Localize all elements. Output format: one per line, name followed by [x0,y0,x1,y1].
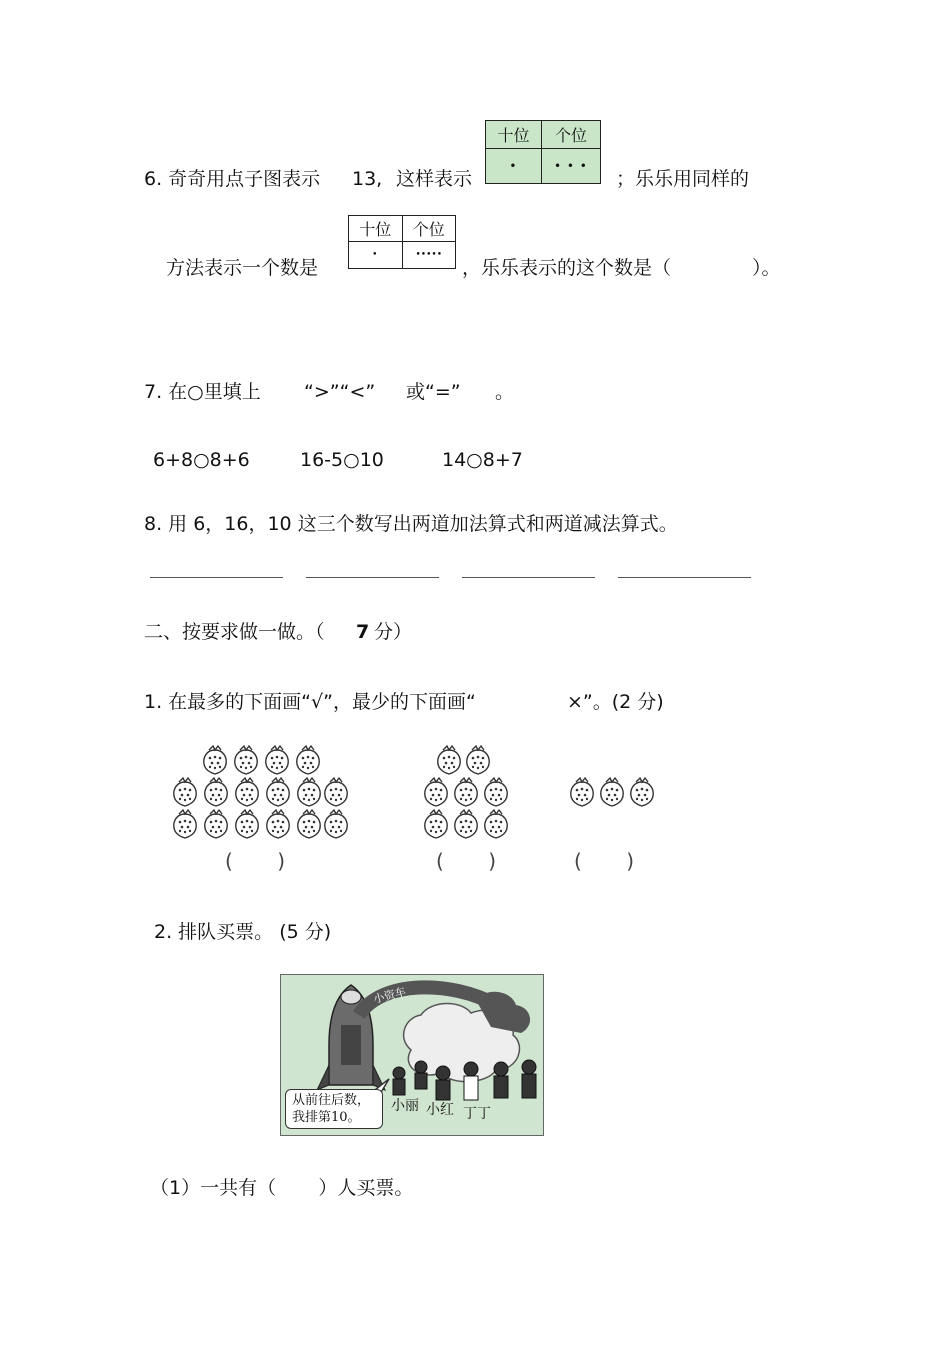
ones-header: 个位 [541,121,600,149]
strawberry-icon [235,746,257,774]
strawberry-icon [236,778,258,806]
q6-text-2: 这样表示 [396,168,473,190]
strawberry-icon [485,778,507,806]
place-value-table-13 [485,120,601,184]
answer-paren-3[interactable]: ( ) [574,849,635,873]
answer-blank-4[interactable] [618,577,751,578]
name-label-xiaohong: 小红 [426,1102,454,1118]
strawberry-icon [205,778,227,806]
q6-text-4: 方法表示一个数是 [166,257,319,279]
arch-sign: 小资车 [372,984,408,1007]
strawberry-icon [297,746,319,774]
strawberry-icon [485,810,507,838]
strawberry-group-3 [571,778,653,806]
q7-title-4: 。 [495,381,515,403]
q6-text-5: ，乐乐表示的这个数是（ [462,257,672,279]
q6-text-6: ）。 [752,257,781,279]
p2-question-1: （1）一共有（ ）人买票。 [150,1177,414,1199]
strawberry-icon [455,778,477,806]
strawberry-icon [571,778,593,806]
answer-blank-1[interactable] [150,577,283,578]
q7-item-3[interactable]: 14○8+7 [442,449,523,471]
q7-title-1: 7. 在○里填上 [144,381,261,403]
q7-item-1[interactable]: 6+8○8+6 [153,449,250,471]
p1-title-1: 1. 在最多的下面画“√”，最少的下面画“ [144,691,476,713]
strawberry-icon [425,810,447,838]
name-label-xiaoli: 小丽 [391,1098,419,1114]
strawberry-icon [298,810,320,838]
q7-title-3: 或“=” [406,381,461,403]
section2-title-2: 分） [368,621,413,643]
tens-header: 十位 [486,121,542,149]
name-label-dingding: 丁丁 [463,1106,491,1122]
strawberry-icon [631,778,653,806]
strawberry-icon [298,778,320,806]
q7-title-2: “>”“<” [304,381,376,403]
place-value-table-unknown [348,215,456,269]
strawberry-icon [325,810,347,838]
ones-header: 个位 [402,216,456,242]
ones-dots: ••••• [402,242,456,269]
strawberry-icon [174,778,196,806]
answer-blank-2[interactable] [306,577,439,578]
section2-title-1: 二、按要求做一做。（ [144,621,325,643]
strawberry-icon [205,810,227,838]
strawberry-icon [467,746,489,774]
strawberry-icon [174,810,196,838]
strawberry-icon [236,810,258,838]
p1-title-2: ×”。(2 分) [567,691,664,713]
q6-text-3: ；乐乐用同样的 [616,168,750,190]
q6-text-1: 6. 奇奇用点子图表示 [144,168,321,190]
strawberry-icon [438,746,460,774]
ticket-queue-illustration [280,974,544,1136]
answer-paren-2[interactable]: ( ) [436,849,497,873]
speech-bubble: 从前往后数， 我排第10。 [285,1089,383,1129]
strawberry-icon [267,778,289,806]
q8-title: 8. 用 6，16，10 这三个数写出两道加法算式和两道减法算式。 [144,513,678,535]
strawberry-group-2 [425,746,507,838]
tens-dots: • [486,149,542,184]
q7-item-2[interactable]: 16-5○10 [300,449,384,471]
answer-blank-3[interactable] [462,577,595,578]
strawberry-icon [455,810,477,838]
p2-title: 2. 排队买票。 (5 分) [154,921,332,943]
strawberry-group-1 [174,746,347,838]
strawberry-icon [204,746,226,774]
strawberry-icon [425,778,447,806]
ones-dots: • • • [541,149,600,184]
section2-points: 7 [356,621,370,643]
tens-header: 十位 [349,216,403,242]
answer-paren-1[interactable]: ( ) [225,849,286,873]
q6-number: 13, [352,168,383,190]
tens-dots: • [349,242,403,269]
strawberry-icon [267,810,289,838]
strawberry-icon [266,746,288,774]
strawberry-icon [325,778,347,806]
strawberry-icon [601,778,623,806]
